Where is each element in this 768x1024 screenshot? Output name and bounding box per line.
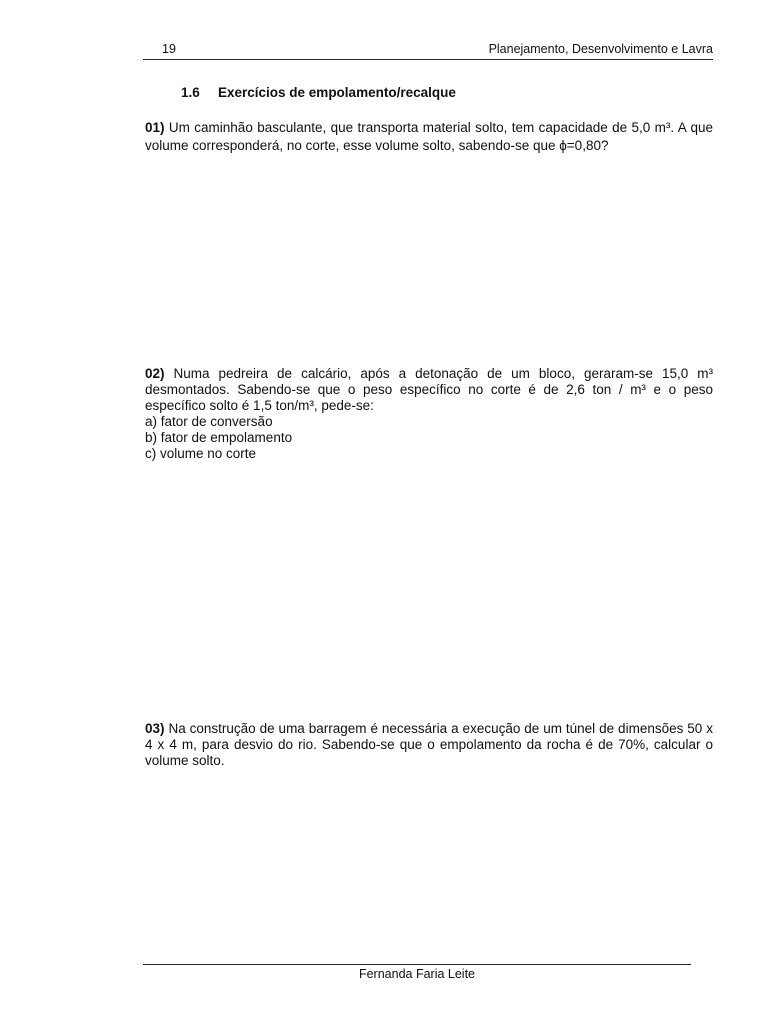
exercise-01-body: Um caminhão basculante, que transporta material solto, tem capacidade de 5,0 m³. A que volume corresponderá, no corte, esse volume solto, sabendo-se que ϕ=0,80? bbox=[145, 120, 713, 153]
section-heading bbox=[181, 85, 456, 100]
exercise-01-text bbox=[145, 119, 713, 154]
exercise-02-items bbox=[145, 414, 713, 462]
footer-author: Fernanda Faria Leite bbox=[358, 967, 476, 981]
exercise-03-body: Na construção de uma barragem é necessária a execução de um túnel de dimensões 50 x 4 x 4 m, para desvio do rio. Sabendo-se que o empolamento da rocha é de 70%, calcular o volume solto. bbox=[145, 721, 713, 768]
exercise-03-number: 03) bbox=[145, 721, 165, 736]
exercise-02-body: Numa pedreira de calcário, após a detonação de um bloco, geraram-se 15,0 m³ desmontados. Sabendo-se que o peso específico no corte é de 2,6 ton / m³ e o peso específico solto é 1,5 ton/m³, pede-se: bbox=[145, 366, 713, 413]
exercise-02-item-b: b) fator de empolamento bbox=[145, 430, 293, 445]
section-title: Exercícios de empolamento/recalque bbox=[218, 85, 456, 100]
exercise-01 bbox=[145, 119, 713, 154]
exercise-02-text bbox=[145, 366, 713, 414]
header-title: Planejamento, Desenvolvimento e Lavra bbox=[488, 42, 713, 56]
exercise-02-number: 02) bbox=[145, 366, 165, 381]
exercise-01-number: 01) bbox=[145, 120, 165, 135]
exercise-02-item-a: a) fator de conversão bbox=[145, 414, 273, 429]
exercise-02 bbox=[145, 366, 713, 462]
exercise-03-text bbox=[145, 721, 713, 769]
header-rule bbox=[143, 59, 713, 60]
section-number: 1.6 bbox=[181, 85, 200, 100]
exercise-02-item-c: c) volume no corte bbox=[145, 446, 257, 461]
exercise-03 bbox=[145, 721, 713, 769]
page-number: 19 bbox=[162, 42, 176, 56]
footer-rule bbox=[143, 964, 691, 965]
